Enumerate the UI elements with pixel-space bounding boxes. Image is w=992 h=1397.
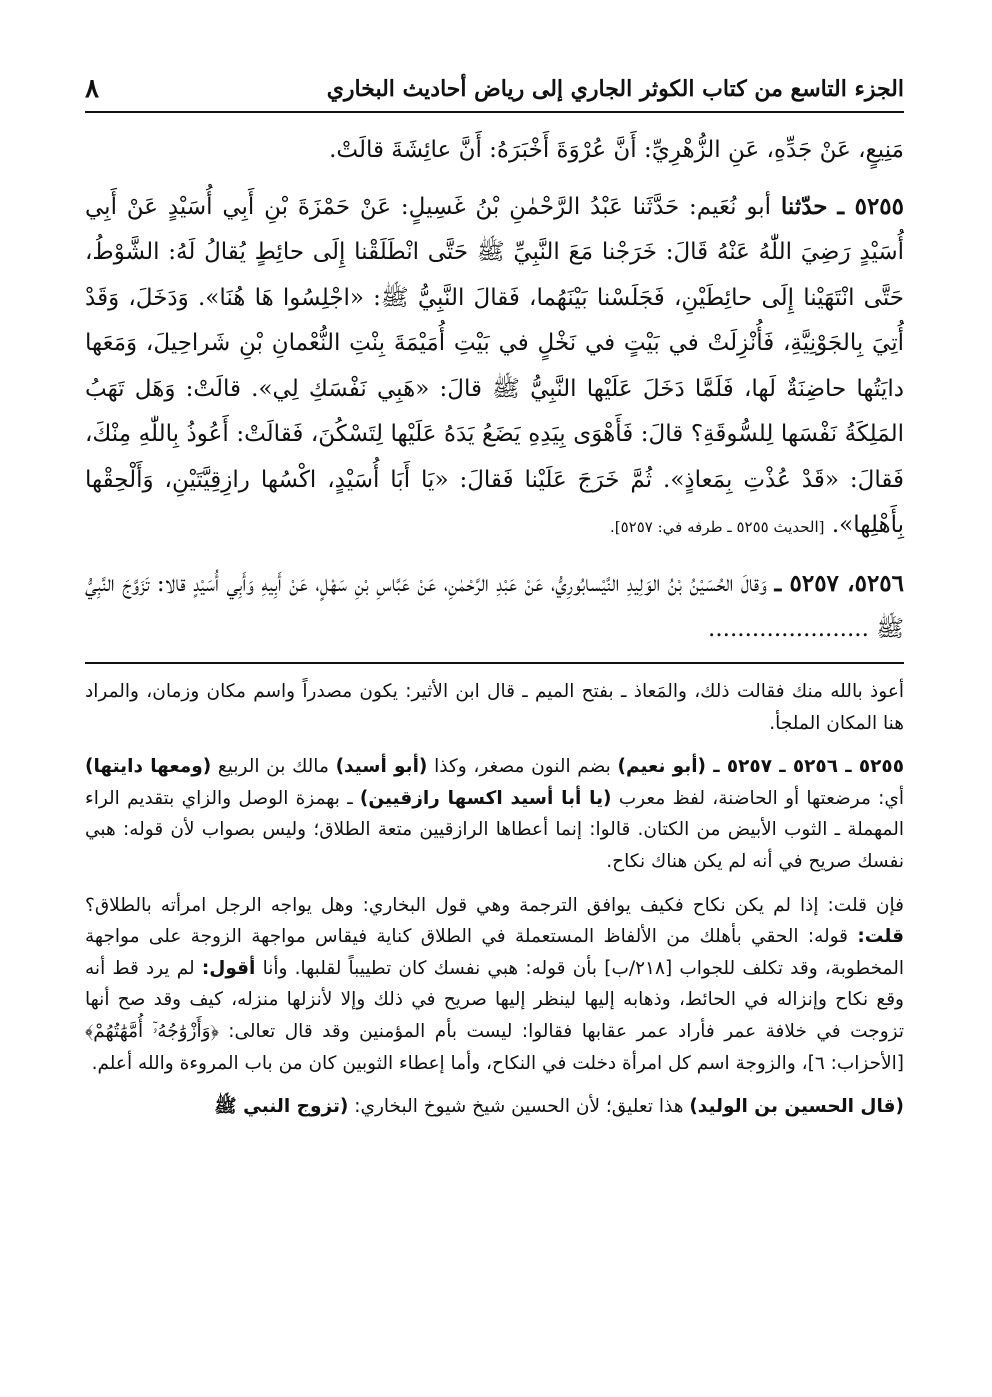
page-number: ٨ [85, 74, 99, 104]
hadith-number: ٥٢٥٥ ـ [837, 192, 905, 220]
commentary-paragraph: أعوذ بالله منك فقالت ذلك، والمَعاذ ـ بفتح الميم ـ قال ابن الأثير: يكون مصدراً واسم مكان وزمان، والمراد هنا المكان الملجأ. [85, 681, 904, 734]
commentary-text: هذا تعليق؛ لأن الحسين شيخ شيوخ البخاري: [348, 1096, 690, 1118]
commentary-quote: (يا أبا أسيد اكسها رازقيين) [359, 787, 612, 809]
commentary-text: مالك بن الربيع [211, 756, 336, 778]
commentary-keyword: أقول: [201, 957, 256, 979]
hadith-reference: [الحديث ٥٢٥٥ ـ طرفه في: ٥٢٥٧]. [609, 518, 825, 536]
commentary-lead: ٥٢٥٥ ـ ٥٢٥٦ ـ ٥٢٥٧ ـ (أبو نعيم) [617, 756, 904, 778]
hadith-continuation: مَنِيعٍ، عَنْ جَدِّهِ، عَنِ الزُّهْرِيِّ: أَنَّ عُرْوَةَ أَخْبَرَهُ: أَنَّ عائِشَةَ قالَتْ. [329, 137, 904, 163]
header-rule [85, 111, 904, 113]
hadith-number: ٥٢٥٦، ٥٢٥٧ ـ [774, 569, 905, 597]
commentary [85, 676, 904, 1123]
page-header [85, 66, 904, 102]
commentary-text: قوله: الحقي بأهلك من الألفاظ المستعملة في الطلاق كناية فيقاس مواجهة الزوجة على مواجهة المخطوبة، وقد تكلف للجواب [٢١٨/ب] بأن قوله: هبي نفسك كان تطييباً لقلبها. وأنا [85, 926, 904, 979]
commentary-text: أي: مرضعتها أو الحاضنة، لفظ معرب [611, 787, 904, 809]
commentary-quote: (قال الحسين بن الوليد) [689, 1096, 904, 1118]
hadith-5256-5257 [85, 561, 904, 653]
commentary-text: فإن قلت: إذا لم يكن نكاح فكيف يوافق الترجمة وهي قول البخاري: وهل يواجه الرجل امرأته بالطلاق؟ [85, 894, 904, 916]
commentary-rule [85, 662, 904, 664]
commentary-text: لم يرد قط أنه وقع نكاح وإنزاله في الحائط، وذهابه إليها لينظر إليها صريح في ذلك وإلا لأنزلها منزله، كيف وقد صح أنها تزوجت في خلافة عمر فأراد عمر عقابها فقالوا: ليست بأم المؤمنين وقد قال تعالى: ﴿وَأَزْوَٰجُهُۥٓ أُمَّهَٰتُهُمْ﴾ [الأحزاب: ٦]، والزوجة اسم كل امرأة دخلت في النكاح، وأما إعطاء الثوبين كان من باب المروءة والله أعلم. [85, 957, 904, 1074]
commentary-quote: (أبو أسيد) [335, 756, 428, 778]
commentary-text: ـ بهمزة الوصل والزاي بتقديم الراء المهملة ـ الثوب الأبيض من الكتان. قالوا: إنما أعطاها الرازقيين متعة الطلاق؛ وليس بصواب لأن قوله: هبي نفسك صريح في أنه لم يكن هناك نكاح. [85, 787, 904, 872]
book-page [85, 0, 904, 1397]
commentary-quote: (تزوج النبي ﷺ [214, 1096, 349, 1118]
commentary-paragraph [85, 751, 904, 877]
hadith-opener: حدّثنا [780, 192, 828, 220]
hadith-5255 [85, 184, 904, 551]
commentary-quote: (ومعها دايتها) [85, 756, 212, 778]
commentary-text: بضم النون مصغر، وكذا [427, 756, 618, 778]
commentary-paragraph [85, 890, 904, 1080]
commentary-keyword: قلت: [857, 926, 904, 948]
hadith-body: أبو نُعَيم: حَدَّثَنا عَبْدُ الرَّحْمٰنِ بْنُ غَسِيلٍ: عَنْ حَمْزَةَ بْنِ أَبِي أُسَيْدٍ عَنْ أَبِي أُسَيْدٍ رَضِيَ اللّٰهُ عَنْهُ قَالَ: خَرَجْنا مَعَ النَّبِيِّ ﷺ حَتَّى انْطَلَقْنا إِلَى حائِطٍ يُقالُ لَهُ: الشَّوْطُ، حَتَّى انْتَهَيْنا إِلَى حائِطَيْنِ، فَجَلَسْنا بَيْنَهُما، فَقالَ النَّبِيُّ ﷺ: «اجْلِسُوا هَا هُنَا». وَدَخَلَ، وَقَدْ أُتِيَ بِالجَوْنِيَّةِ، فَأُنْزِلَتْ في بَيْتٍ في نَخْلٍ في بَيْتِ أُمَيْمَةَ بِنْتِ النُّعْمانِ بْنِ شَراحِيلَ، وَمَعَها دايَتُها حاضِنَةٌ لَها، فَلَمَّا دَخَلَ عَلَيْها النَّبِيُّ ﷺ قالَ: «هَبِي نَفْسَكِ لِي». قالَتْ: وَهَل تَهَبُ المَلِكَةُ نَفْسَها لِلسُّوقَةِ؟ قالَ: فَأَهْوَى بِيَدِهِ يَضَعُ يَدَهُ عَلَيْها لِتَسْكُنَ، فَقالَتْ: أَعُوذُ بِاللّٰهِ مِنْكَ، فَقالَ: «قَدْ عُذْتِ بِمَعاذٍ». ثُمَّ خَرَجَ عَلَيْنا فَقالَ: «يَا أَبَا أُسَيْدٍ، اكْسُها رازِقِيَّتَيْنِ، وَأَلْحِقْها بِأَهْلِها». [85, 193, 904, 538]
hadith-body: وَقالَ الحُسَيْنُ بْنُ الوَلِيدِ النَّيْسابُورِيُّ، عَنْ عَبْدِ الرَّحْمٰنِ، عَنْ عَبَّاسِ بْنِ سَهْلٍ، عَنْ أَبِيهِ وَأَبِي أُسَيْدٍ قالا: تَزَوَّجَ النَّبِيُّ ﷺ ...................... [85, 570, 904, 642]
commentary-paragraph [85, 1091, 904, 1123]
hadith-text [85, 128, 904, 653]
running-title: الجزء التاسع من كتاب الكوثر الجاري إلى رياض أحاديث البخاري [326, 76, 904, 102]
